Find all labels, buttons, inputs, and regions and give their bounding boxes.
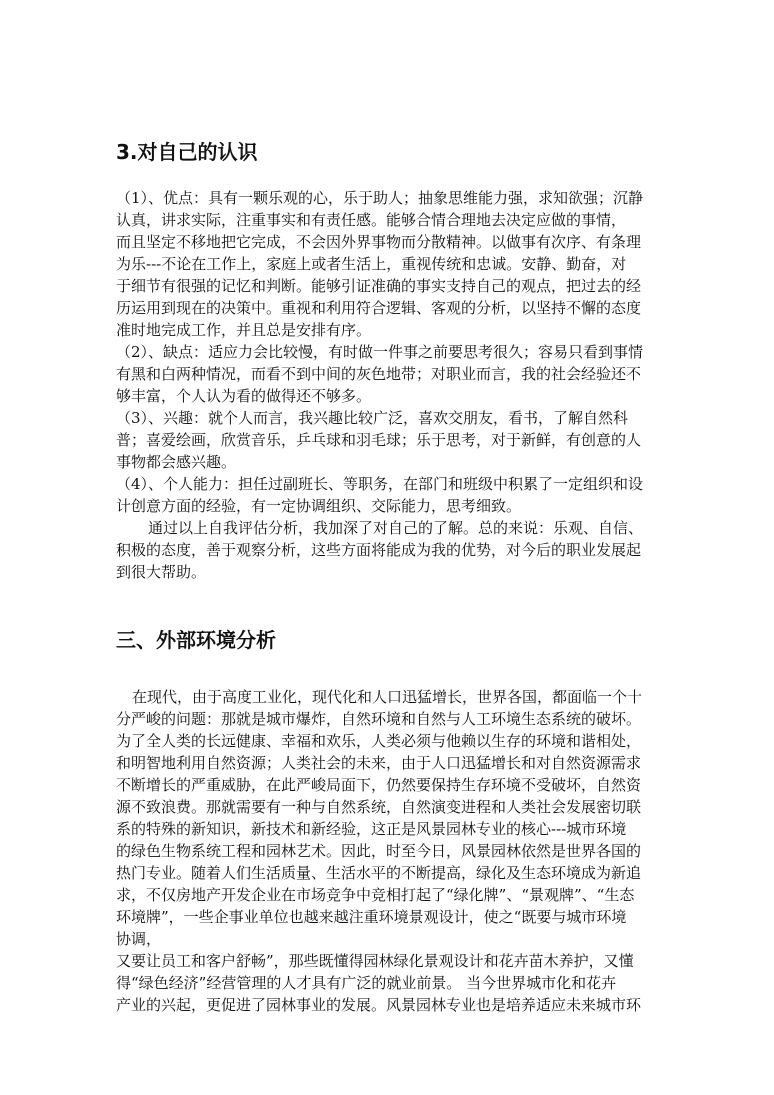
environment-line: 的绿色生物系统工程和园林艺术。因此，时至今日，风景园林依然是世界各国的 bbox=[116, 842, 642, 860]
environment-line: 不断增长的严重威胁，在此严峻局面下，仍然要保持生存环境不受破坏，自然资 bbox=[116, 776, 642, 794]
weaknesses-line: （2）、缺点：适应力会比较慢，有时做一件事之前要思考很久；容易只看到事情 bbox=[116, 343, 644, 361]
environment-line: 源不致浪费。那就需要有一种与自然系统，自然演变进程和人类社会发展密切联 bbox=[116, 798, 642, 816]
environment-line: 系的特殊的新知识，新技术和新经验，这正是风景园林专业的核心---城市环境 bbox=[116, 820, 627, 838]
strengths-line: 而且坚定不移地把它完成，不会因外界事物而分散精神。以做事有次序、有条理 bbox=[116, 233, 642, 251]
environment-line: 热门专业。随着人们生活质量、生活水平的不断提高，绿化及生态环境成为新追 bbox=[116, 864, 642, 882]
strengths-line: 准时地完成工作，并且总是安排有序。 bbox=[116, 321, 372, 339]
section-heading-environment: 三、外部环境分析 bbox=[116, 628, 276, 652]
abilities-line: 计创意方面的经验，有一定协调组织、交际能力，思考细致。 bbox=[116, 497, 522, 515]
environment-line: 协调， bbox=[116, 930, 162, 948]
interests-line: 事物都会感兴趣。 bbox=[116, 453, 237, 471]
environment-line: 分严峻的问题：那就是城市爆炸，自然环境和自然与人工环境生态系统的破坏。 bbox=[116, 710, 642, 728]
environment-line: 得“绿色经济”经营管理的人才具有广泛的就业前景。 当今世界城市化和花卉 bbox=[116, 974, 617, 992]
strengths-line: 认真，讲求实际，注重事实和有责任感。能够合情合理地去决定应做的事情， bbox=[116, 211, 627, 229]
interests-line: 普；喜爱绘画，欣赏音乐，乒乓球和羽毛球；乐于思考，对于新鲜，有创意的人 bbox=[116, 431, 642, 449]
strengths-line: 于细节有很强的记忆和判断。能够引证准确的事实支持自己的观点，把过去的经 bbox=[116, 277, 642, 295]
strengths-line: 历运用到现在的决策中。重视和利用符合逻辑、客观的分析，以坚持不懈的态度 bbox=[116, 299, 642, 317]
weaknesses-line: 够丰富，个人认为看的做得还不够多。 bbox=[116, 387, 372, 405]
environment-line: 产业的兴起，更促进了园林事业的发展。风景园林专业也是培养适应未来城市环 bbox=[116, 996, 642, 1014]
environment-line: 在现代，由于高度工业化，现代化和人口迅猛增长，世界各国，都面临一个十 bbox=[132, 688, 643, 706]
section-heading-self: 3.对自己的认识 bbox=[116, 140, 258, 164]
environment-line: 求，不仅房地产开发企业在市场竞争中竞相打起了“绿化牌”、“景观牌”、“生态 bbox=[116, 886, 635, 904]
summary-line: 到很大帮助。 bbox=[116, 563, 207, 581]
abilities-line: （4）、个人能力：担任过副班长、等职务，在部门和班级中积累了一定组织和设 bbox=[116, 475, 644, 493]
summary-line: 积极的态度，善于观察分析，这些方面将能成为我的优势，对今后的职业发展起 bbox=[116, 541, 642, 559]
environment-line: 环境牌”，一些企事业单位也越来越注重环境景观设计，使之“既要与城市环境 bbox=[116, 908, 627, 926]
strengths-line: 为乐---不论在工作上，家庭上或者生活上，重视传统和忠诚。安静、勤奋，对 bbox=[116, 255, 627, 273]
environment-line: 又要让员工和客户舒畅”，那些既懂得园林绿化景观设计和花卉苗木养护，又懂 bbox=[116, 952, 634, 970]
environment-line: 为了全人类的长远健康、幸福和欢乐，人类必须与他赖以生存的环境和谐相处， bbox=[116, 732, 642, 750]
strengths-line: （1）、优点：具有一颗乐观的心，乐于助人；抽象思维能力强，求知欲强；沉静 bbox=[116, 189, 644, 207]
environment-line: 和明智地利用自然资源；人类社会的未来，由于人口迅猛增长和对自然资源需求 bbox=[116, 754, 642, 772]
weaknesses-line: 有黑和白两种情况，而看不到中间的灰色地带；对职业而言，我的社会经验还不 bbox=[116, 365, 642, 383]
summary-line: 通过以上自我评估分析，我加深了对自己的了解。总的来说：乐观、自信、 bbox=[148, 519, 644, 537]
interests-line: （3）、兴趣：就个人而言，我兴趣比较广泛，喜欢交朋友，看书，了解自然科 bbox=[116, 409, 629, 427]
